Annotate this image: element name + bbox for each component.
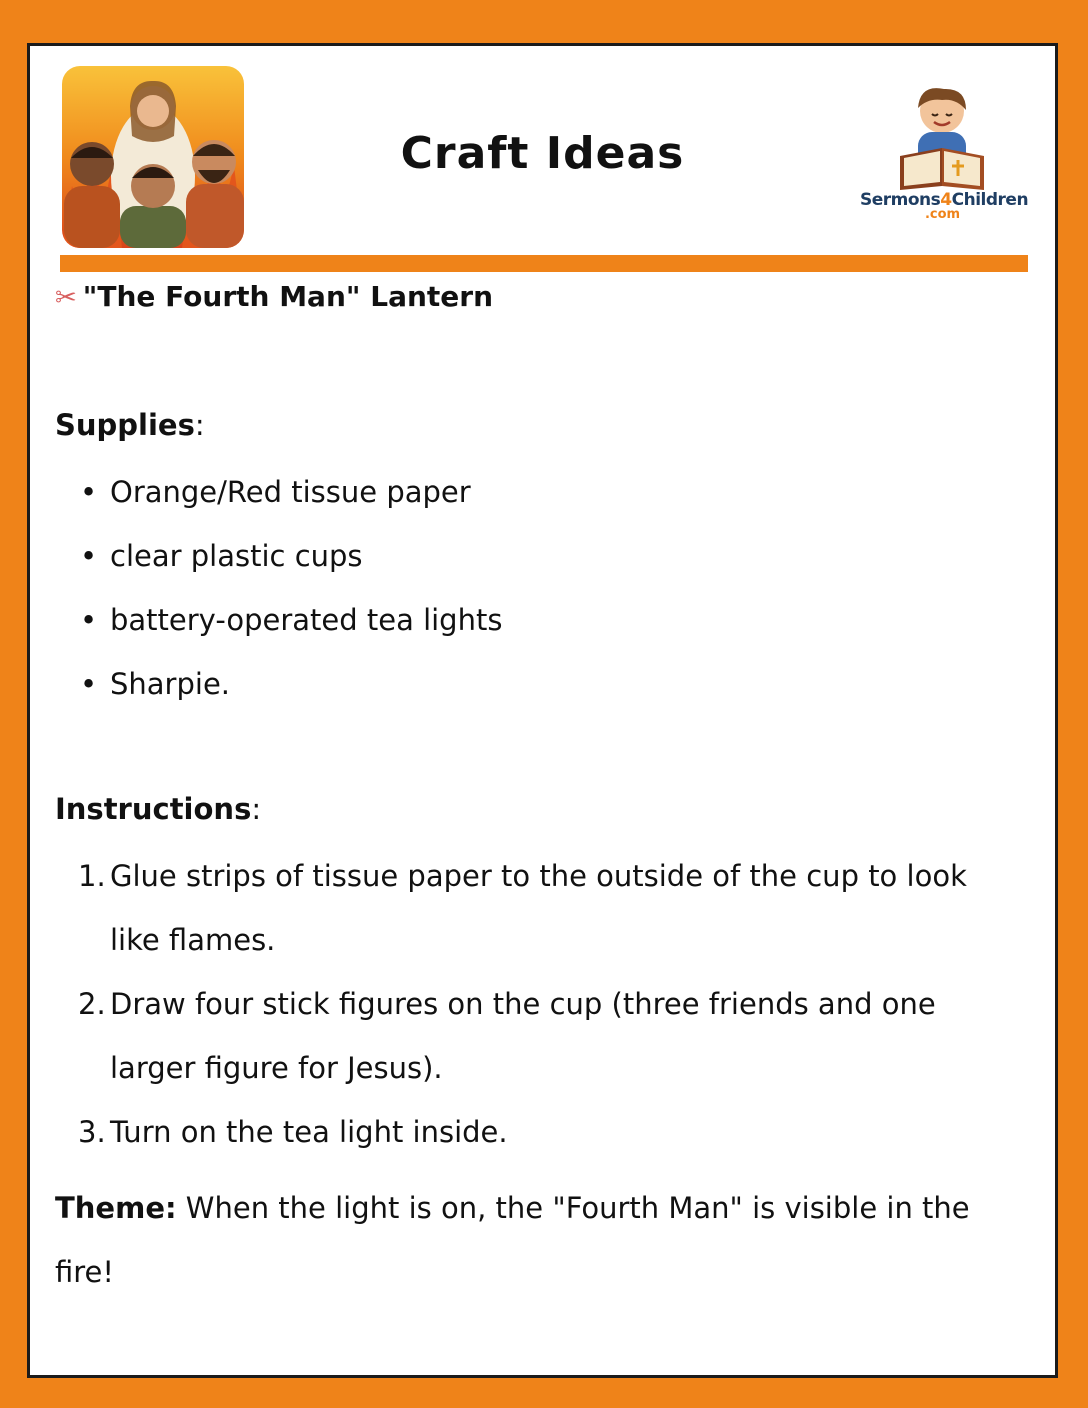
list-item: • battery-operated tea lights [80,603,503,637]
list-item: • clear plastic cups [80,539,363,573]
logo-domain: .com [924,207,961,222]
list-item: • Orange/Red tissue paper [80,475,471,509]
supplies-list [55,460,1010,716]
list-item: 1. Glue strips of tissue paper to the outside of the cup to look like flames. [78,859,967,957]
logo-wordmark: Sermons4Children [860,190,1029,210]
theme-label: Theme: [55,1191,177,1225]
page [27,43,1058,1378]
list-item: 3. Turn on the tea light inside. [78,1115,508,1149]
craft-title: ✂ "The Fourth Man" Lantern [55,280,494,313]
theme-paragraph [55,1176,1035,1304]
list-item: 2. Draw four stick figures on the cup (three friends and one larger figure for Jesus). [78,987,936,1085]
list-item: • Sharpie. [80,667,231,701]
theme-text: When the light is on, the "Fourth Man" is visible in the fire! [55,1191,970,1289]
boy-reading-bible-icon [860,86,1025,191]
instructions-list [55,844,1010,1164]
supplies-heading: Supplies: [55,408,205,442]
sermons4children-logo[interactable] [860,86,1029,226]
scissors-icon: ✂ [55,283,77,313]
header-divider [60,255,1028,272]
page-title: Craft Ideas [400,128,685,179]
instructions-heading: Instructions: [55,792,262,826]
